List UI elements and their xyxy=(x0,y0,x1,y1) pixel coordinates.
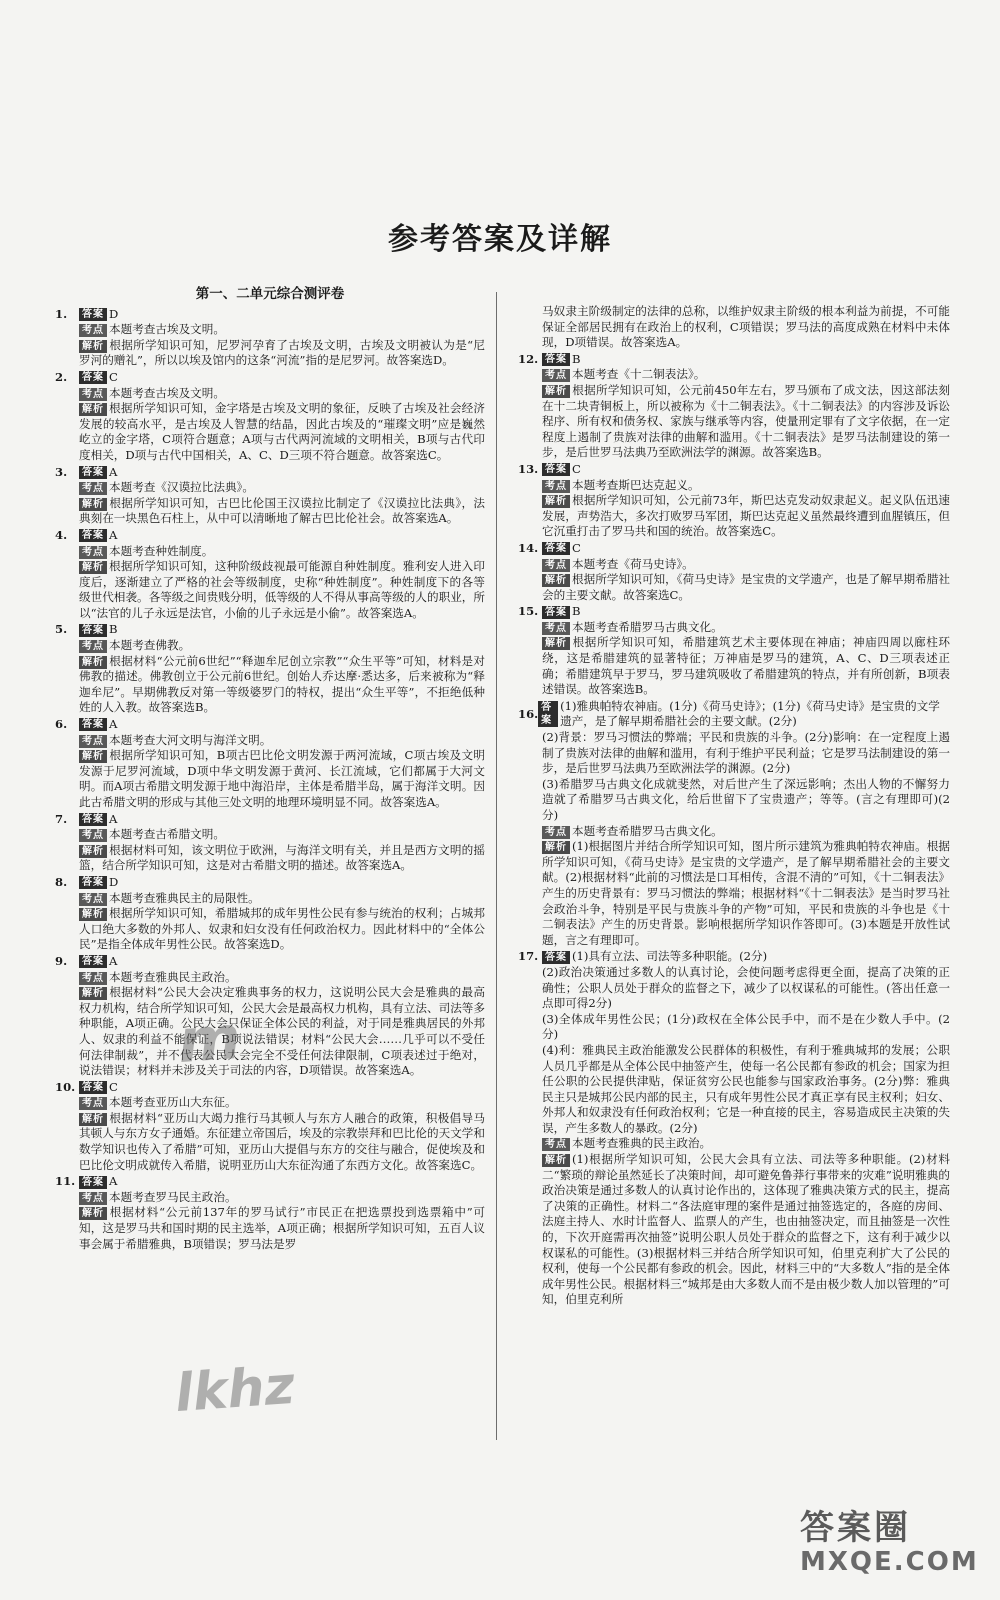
answer-tag: 答案 xyxy=(79,529,107,542)
question-item xyxy=(55,954,485,1079)
point-tag: 考点 xyxy=(542,1138,570,1151)
question-number: 7. xyxy=(55,811,68,826)
point-text: 本题考查古希腊文明。 xyxy=(109,827,225,842)
analysis-text: (1)根据图片并结合所学知识可知，图片所示建筑为雅典帕特农神庙。根据所学知识可知，《荷马史诗》是宝贵的文学遗产，是了解早期希腊社会的主要文献。(2)根据材料“此前的习惯法是口耳相传，含混不清的”可知，《十二铜表法》产生的历史背景有：罗马习惯法的弊端；根据材料“《十二铜表法》是当时罗马社会政治斗争，特别是平民与贵族斗争的产物”可知，平民和贵族的斗争也是《十二铜表法》产生的历史背景。影响根据所学知识作答即可。(3)本题是开放性试题，言之有理即可。 xyxy=(542,839,950,947)
question-number: 2. xyxy=(55,369,68,384)
answer-value: A xyxy=(109,717,118,732)
point-text: 本题考查《十二铜表法》。 xyxy=(572,367,706,382)
answer-line-1: (1)具有立法、司法等多种职能。(2分) xyxy=(572,949,768,964)
analysis-text: 根据所学知识可知，金字塔是古埃及文明的象征，反映了古埃及社会经济发展的较高水平，是古埃及人智慧的结晶，因此古埃及的“璀璨文明”应是巍然屹立的金字塔，C项符合题意；A项与古代两河流域的文明相关，B项与古代印度相关，D项与古代中国相关，A、C、D三项不符合题意。故答案选C。 xyxy=(79,401,485,462)
section-title: 第一、二单元综合测评卷 xyxy=(195,286,345,302)
point-text: 本题考查佛教。 xyxy=(109,638,191,653)
point-text: 本题考查大河文明与海洋文明。 xyxy=(109,732,272,747)
answer-tag: 答案 xyxy=(542,463,570,476)
point-tag: 考点 xyxy=(79,972,107,985)
question-item xyxy=(518,352,950,461)
analysis-tag: 解析 xyxy=(542,637,570,650)
analysis-tag: 解析 xyxy=(79,845,107,858)
answer-tag: 答案 xyxy=(79,1176,107,1189)
answer-tag: 答案 xyxy=(79,624,107,637)
point-text: 本题考查雅典的民主政治。 xyxy=(572,1136,712,1151)
answer-tag: 答案 xyxy=(79,876,107,889)
point-text: 本题考查希腊罗马古典文化。 xyxy=(572,619,723,634)
question-number: 13. xyxy=(518,461,539,476)
page-title: 参考答案及详解 xyxy=(388,222,612,257)
analysis-tag: 解析 xyxy=(79,403,107,416)
analysis-text: 根据材料可知，该文明位于欧洲，与海洋文明有关，并且是西方文明的摇篮，结合所学知识可知，这是对古希腊文明的描述。故答案选A。 xyxy=(79,842,485,873)
question-number: 4. xyxy=(55,527,68,542)
answer-value: A xyxy=(109,953,118,968)
analysis-text: 根据材料“公元前137年的罗马试行”市民正在把选票投到选票箱中”可知，这是罗马共和国时期的民主选举，A项正确；根据所学知识可知，五百人议事会属于希腊雅典，B项错误；罗马法是罗 xyxy=(79,1205,485,1251)
question-number: 17. xyxy=(518,949,539,964)
point-text: 本题考查罗马民主政治。 xyxy=(109,1189,237,1204)
answer-tag: 答案 xyxy=(79,718,107,731)
question-item xyxy=(55,1080,485,1174)
answer-value: C xyxy=(572,461,581,476)
logo-text: 答案圈 xyxy=(800,1508,911,1548)
question-item xyxy=(55,465,485,527)
question-number: 15. xyxy=(518,604,539,619)
point-tag: 考点 xyxy=(542,559,570,572)
analysis-text: 根据所学知识可知，希腊城邦的成年男性公民有参与统治的权利；占城邦人口绝大多数的外邦人、奴隶和妇女没有任何政治权力。因此材料中的“全体公民”是指全体成年男性公民。故答案选D。 xyxy=(79,906,485,952)
analysis-text: 根据所学知识可知，公元前450年左右，罗马颁布了成文法，因这部法刻在十二块青铜板上，所以被称为《十二铜表法》。《十二铜表法》的内容涉及诉讼程序、所有权和债务权、家族与继承等内容，使量刑定罪有了文字依据，在一定程度上遏制了贵族对法律的曲解和滥用。《十二铜表法》是罗马法制建设的第一步，是后世罗马法典乃至欧洲法学的渊源。故答案选B。 xyxy=(542,382,950,460)
analysis-tag: 解析 xyxy=(79,656,107,669)
analysis-tag: 解析 xyxy=(542,495,570,508)
answer-value: B xyxy=(109,622,118,637)
analysis-tag: 解析 xyxy=(79,340,107,353)
point-tag: 考点 xyxy=(79,324,107,337)
analysis-text: 根据材料“公元前6世纪”“释迦牟尼创立宗教”“众生平等”可知，材料是对佛教的描述。佛教创立于公元前6世纪。创始人乔达摩·悉达多，后来被称为“释迦牟尼”。早期佛教反对第一等级婆罗门的特权，提出“众生平等”，不拒绝低种姓的人入教。故答案选B。 xyxy=(79,653,485,715)
answer-line-2: (2)政治决策通过多数人的认真讨论，会使问题考虑得更全面，提高了决策的正确性；公职人员处于群众的监督之下，减少了以权谋私的可能性。(答出任意一点即可得2分) xyxy=(542,964,950,1011)
analysis-tag: 解析 xyxy=(542,574,570,587)
analysis-text: 根据材料“亚历山大竭力推行马其顿人与东方人融合的政策，积极倡导马其顿人与东方女子通婚。东征建立帝国后，埃及的宗教崇拜和巴比伦的天文学和数学知识也传入了希腊”可知，亚历山大提倡与东方的交往与融合，促使埃及和巴比伦文明成就传入希腊，说明亚历山大东征沟通了东西方文化。故答案选C。 xyxy=(79,1110,485,1172)
analysis-tag: 解析 xyxy=(79,498,107,511)
right-question-list xyxy=(518,304,950,698)
point-tag: 考点 xyxy=(79,893,107,906)
analysis-text: 根据所学知识可知，尼罗河孕育了古埃及文明，古埃及文明被认为是“尼罗河的赠礼”，所以以埃及馆内的这条“河流”指的是尼罗河。故答案选D。 xyxy=(79,337,485,368)
logo-url: MXQE.COM xyxy=(800,1547,979,1577)
question-item xyxy=(518,304,950,351)
question-item xyxy=(55,528,485,622)
answer-value: B xyxy=(572,351,581,366)
watermark-bottom: lkhz xyxy=(173,1355,297,1425)
point-text: 本题考查古埃及文明。 xyxy=(109,385,225,400)
answer-value: B xyxy=(572,604,581,619)
analysis-tag: 解析 xyxy=(542,385,570,398)
question-number: 8. xyxy=(55,874,68,889)
analysis-text: 根据所学知识可知，希腊建筑艺术主要体现在神庙；神庙四周以廊柱环绕，这是希腊建筑的显著特征；万神庙是罗马的建筑，A、C、D三项表述正确；希腊建筑早于罗马，罗马建筑吸收了希腊建筑的特点，并有所创新，B项表述错误。故答案选B。 xyxy=(542,635,950,697)
question-number: 14. xyxy=(518,540,539,555)
question-number: 5. xyxy=(55,622,68,637)
analysis-text: 根据所学知识可知，B项古巴比伦文明发源于两河流域，C项古埃及文明发源于尼罗河流域，D项中华文明发源于黄河、长江流域，它们都属于大河文明。而A项古希腊文明发源于地中海沿岸，主体是希腊半岛，属于海洋文明。因此古希腊文明的形成与其他三处文明的地理环境明显不同。故答案选A。 xyxy=(79,748,485,809)
analysis-tag: 解析 xyxy=(79,908,107,921)
point-tag: 考点 xyxy=(79,735,107,748)
answer-line-1: (1)雅典帕特农神庙。(1分)《荷马史诗》；(1分)《荷马史诗》是宝贵的文学遗产，是了解早期希腊社会的主要文献。(2分) xyxy=(560,698,940,729)
answer-tag: 答案 xyxy=(79,466,107,479)
question-number: 11. xyxy=(55,1174,76,1189)
answer-value: C xyxy=(572,540,581,555)
point-text: 本题考查希腊罗马古典文化。 xyxy=(572,823,723,838)
watermark-top: m xyxy=(175,1002,243,1078)
point-tag: 考点 xyxy=(79,1097,107,1110)
left-question-list xyxy=(55,307,485,1253)
answer-value: D xyxy=(109,874,119,889)
answer-line-4: (4)利：雅典民主政治能激发公民群体的积极性，有利于雅典城邦的发展；公职人员几乎都是从全体公民中抽签产生，使每一名公民都有参政的机会；国家为担任公职的公民提供津贴，保证贫穷公民也能参与国家政治事务。(2分)弊：雅典民主只是城邦公民内部的民主，只有成年男性公民才真正享有民主权利；妇女、外邦人和奴隶没有任何政治权利；它是一种直接的民主，容易造成民主决策的失误，产生多数人的暴政。(2分) xyxy=(542,1042,950,1135)
answer-tag: 答案 xyxy=(79,955,107,968)
analysis-tag: 解析 xyxy=(79,1207,107,1220)
question-number: 6. xyxy=(55,717,68,732)
answer-value: A xyxy=(109,1174,118,1189)
point-tag: 考点 xyxy=(79,640,107,653)
answer-tag: 答案 xyxy=(79,1081,107,1094)
answer-tag: 答案 xyxy=(538,701,558,727)
question-number: 3. xyxy=(55,464,68,479)
answer-tag: 答案 xyxy=(79,308,107,321)
answer-line-3: (3)全体成年男性公民；(1分)政权在全体公民手中，而不是在少数人手中。(2分) xyxy=(542,1011,950,1042)
point-tag: 考点 xyxy=(79,829,107,842)
question-item xyxy=(518,604,950,698)
analysis-text: 根据材料“公民大会决定雅典事务的权力，这说明公民大会是雅典的最高权力机构，结合所学知识可知，公民大会是最高权力机构，具有立法、司法等多种职能，A项正确。公民大会只保证全体公民的利益，对于同是雅典居民的外邦人、奴隶的利益不能保证，B项说法错误；材料“公民大会……几乎可以不受任何法律制裁”，并不代表公民大会完全不受任何法律限制，C项表述过于绝对，说法错误；材料并未涉及关于司法的内容，D项错误。故答案选A。 xyxy=(79,985,485,1078)
answer-value: A xyxy=(109,527,118,542)
answer-value: C xyxy=(109,1079,118,1094)
question-item xyxy=(55,370,485,464)
right-column xyxy=(518,304,950,1309)
analysis-text: 根据所学知识可知，古巴比伦国王汉谟拉比制定了《汉谟拉比法典》，法典刻在一块黑色石柱上，从中可以清晰地了解古巴比伦社会。故答案选A。 xyxy=(79,495,485,526)
question-item xyxy=(55,875,485,953)
column-divider xyxy=(496,292,497,1440)
question-17 xyxy=(518,949,950,1308)
answer-value: A xyxy=(109,464,118,479)
point-tag: 考点 xyxy=(542,826,570,839)
question-item xyxy=(55,717,485,811)
point-tag: 考点 xyxy=(542,480,570,493)
answer-value: C xyxy=(109,369,118,384)
point-text: 本题考查雅典民主政治。 xyxy=(109,969,237,984)
point-text: 本题考查亚历山大东征。 xyxy=(109,1095,237,1110)
question-item xyxy=(518,462,950,540)
point-text: 本题考查种姓制度。 xyxy=(109,543,214,558)
answer-tag: 答案 xyxy=(542,542,570,555)
point-text: 本题考查《荷马史诗》。 xyxy=(572,556,694,571)
question-number: 16. xyxy=(518,706,539,721)
point-tag: 考点 xyxy=(79,482,107,495)
site-logo xyxy=(800,1500,979,1580)
answer-tag: 答案 xyxy=(79,813,107,826)
point-text: 本题考查斯巴达克起义。 xyxy=(572,477,700,492)
question-number: 10. xyxy=(55,1079,76,1094)
analysis-text: 根据所学知识可知，公元前73年，斯巴达克发动奴隶起义。起义队伍迅速发展，声势浩大，多次打败罗马军团，斯巴达克起义虽然最终遭到血腥镇压，但它沉重打击了罗马共和国的统治。故答案选C。 xyxy=(542,493,950,539)
point-tag: 考点 xyxy=(79,1192,107,1205)
question-item xyxy=(55,812,485,874)
analysis-text: 根据所学知识可知，这种阶级歧视最可能源自种姓制度。雅利安人进入印度后，逐渐建立了严格的社会等级制度，史称“种姓制度”。种姓制度下的各等级世代相袭。各等级之间贵贱分明，低等级的人不得从事高等级的人的职业，所以“法官的儿子永远是法官，小偷的儿子永远是小偷”。故答案选A。 xyxy=(79,559,485,620)
analysis-tag: 解析 xyxy=(542,1154,570,1167)
question-number: 9. xyxy=(55,953,68,968)
question-item xyxy=(518,541,950,603)
analysis-tag: 解析 xyxy=(79,987,107,1000)
question-number: 12. xyxy=(518,351,539,366)
left-column xyxy=(55,287,485,1253)
point-text: 本题考查《汉谟拉比法典》。 xyxy=(109,480,254,495)
answer-tag: 答案 xyxy=(542,951,570,964)
analysis-continuation: 马奴隶主阶级制定的法律的总称，以维护奴隶主阶级的根本利益为前提，不可能保证全部居民拥有在政治上的权利，C项错误；罗马法的高度成熟在材料中未体现，D项错误。故答案选A。 xyxy=(542,304,950,350)
question-16 xyxy=(518,699,950,949)
point-tag: 考点 xyxy=(542,369,570,382)
analysis-tag: 解析 xyxy=(79,561,107,574)
point-tag: 考点 xyxy=(79,388,107,401)
answer-line-2: (2)背景：罗马习惯法的弊端；平民和贵族的斗争。(2分)影响：在一定程度上遏制了贵族对法律的曲解和滥用，有利于维护平民利益；它是罗马法制建设的第一步，是后世罗马法典乃至欧洲法学的渊源。(2分) xyxy=(542,730,950,776)
point-tag: 考点 xyxy=(79,546,107,559)
question-number: 1. xyxy=(55,306,68,321)
analysis-text: 根据所学知识可知，《荷马史诗》是宝贵的文学遗产，也是了解早期希腊社会的主要文献。故答案选C。 xyxy=(542,572,950,602)
point-tag: 考点 xyxy=(542,622,570,635)
answer-value: D xyxy=(109,306,119,321)
answer-value: A xyxy=(109,811,118,826)
analysis-tag: 解析 xyxy=(79,750,107,763)
answer-tag: 答案 xyxy=(79,371,107,384)
point-text: 本题考查雅典民主的局限性。 xyxy=(109,890,260,905)
analysis-text: (1)根据所学知识可知，公民大会具有立法、司法等多种职能。(2)材料二“繁琐的辩论虽然延长了决策时间，却可避免鲁莽行事带来的灾难”说明雅典的政治决策是通过多数人的认真讨论作出的，这体现了雅典决策方式的民主，提高了决策的正确性。材料二“各法庭审理的案件是通过抽签选定的，各庭的房间、法庭主持人、水时计监督人、监票人的产生，也由抽签决定，而且抽签是一次性的，下次开庭需再次抽签”说明公职人员处于群众的监督之下，这有利于减少以权谋私的可能性。(3)根据材料三并结合所学知识可知，伯里克利扩大了公民的权利，使每一个公民都有参政的机会。因此，材料三中的“大多数人”指的是全体成年男性公民。根据材料三“城邦是由大多数人而不是由极少数人加以管理的”可知，伯里克利所 xyxy=(542,1152,950,1307)
answer-tag: 答案 xyxy=(542,606,570,619)
answer-tag: 答案 xyxy=(542,353,570,366)
question-item xyxy=(55,307,485,369)
question-item xyxy=(55,622,485,716)
answer-line-3: (3)希腊罗马古典文化成就斐然，对后世产生了深远影响；杰出人物的不懈努力造就了希腊罗马古典文化，给后世留下了宝贵遗产；等等。(言之有理即可)(2分) xyxy=(542,776,950,822)
point-text: 本题考查古埃及文明。 xyxy=(109,322,225,337)
question-item xyxy=(55,1174,485,1252)
analysis-tag: 解析 xyxy=(542,841,570,854)
analysis-tag: 解析 xyxy=(79,1113,107,1126)
